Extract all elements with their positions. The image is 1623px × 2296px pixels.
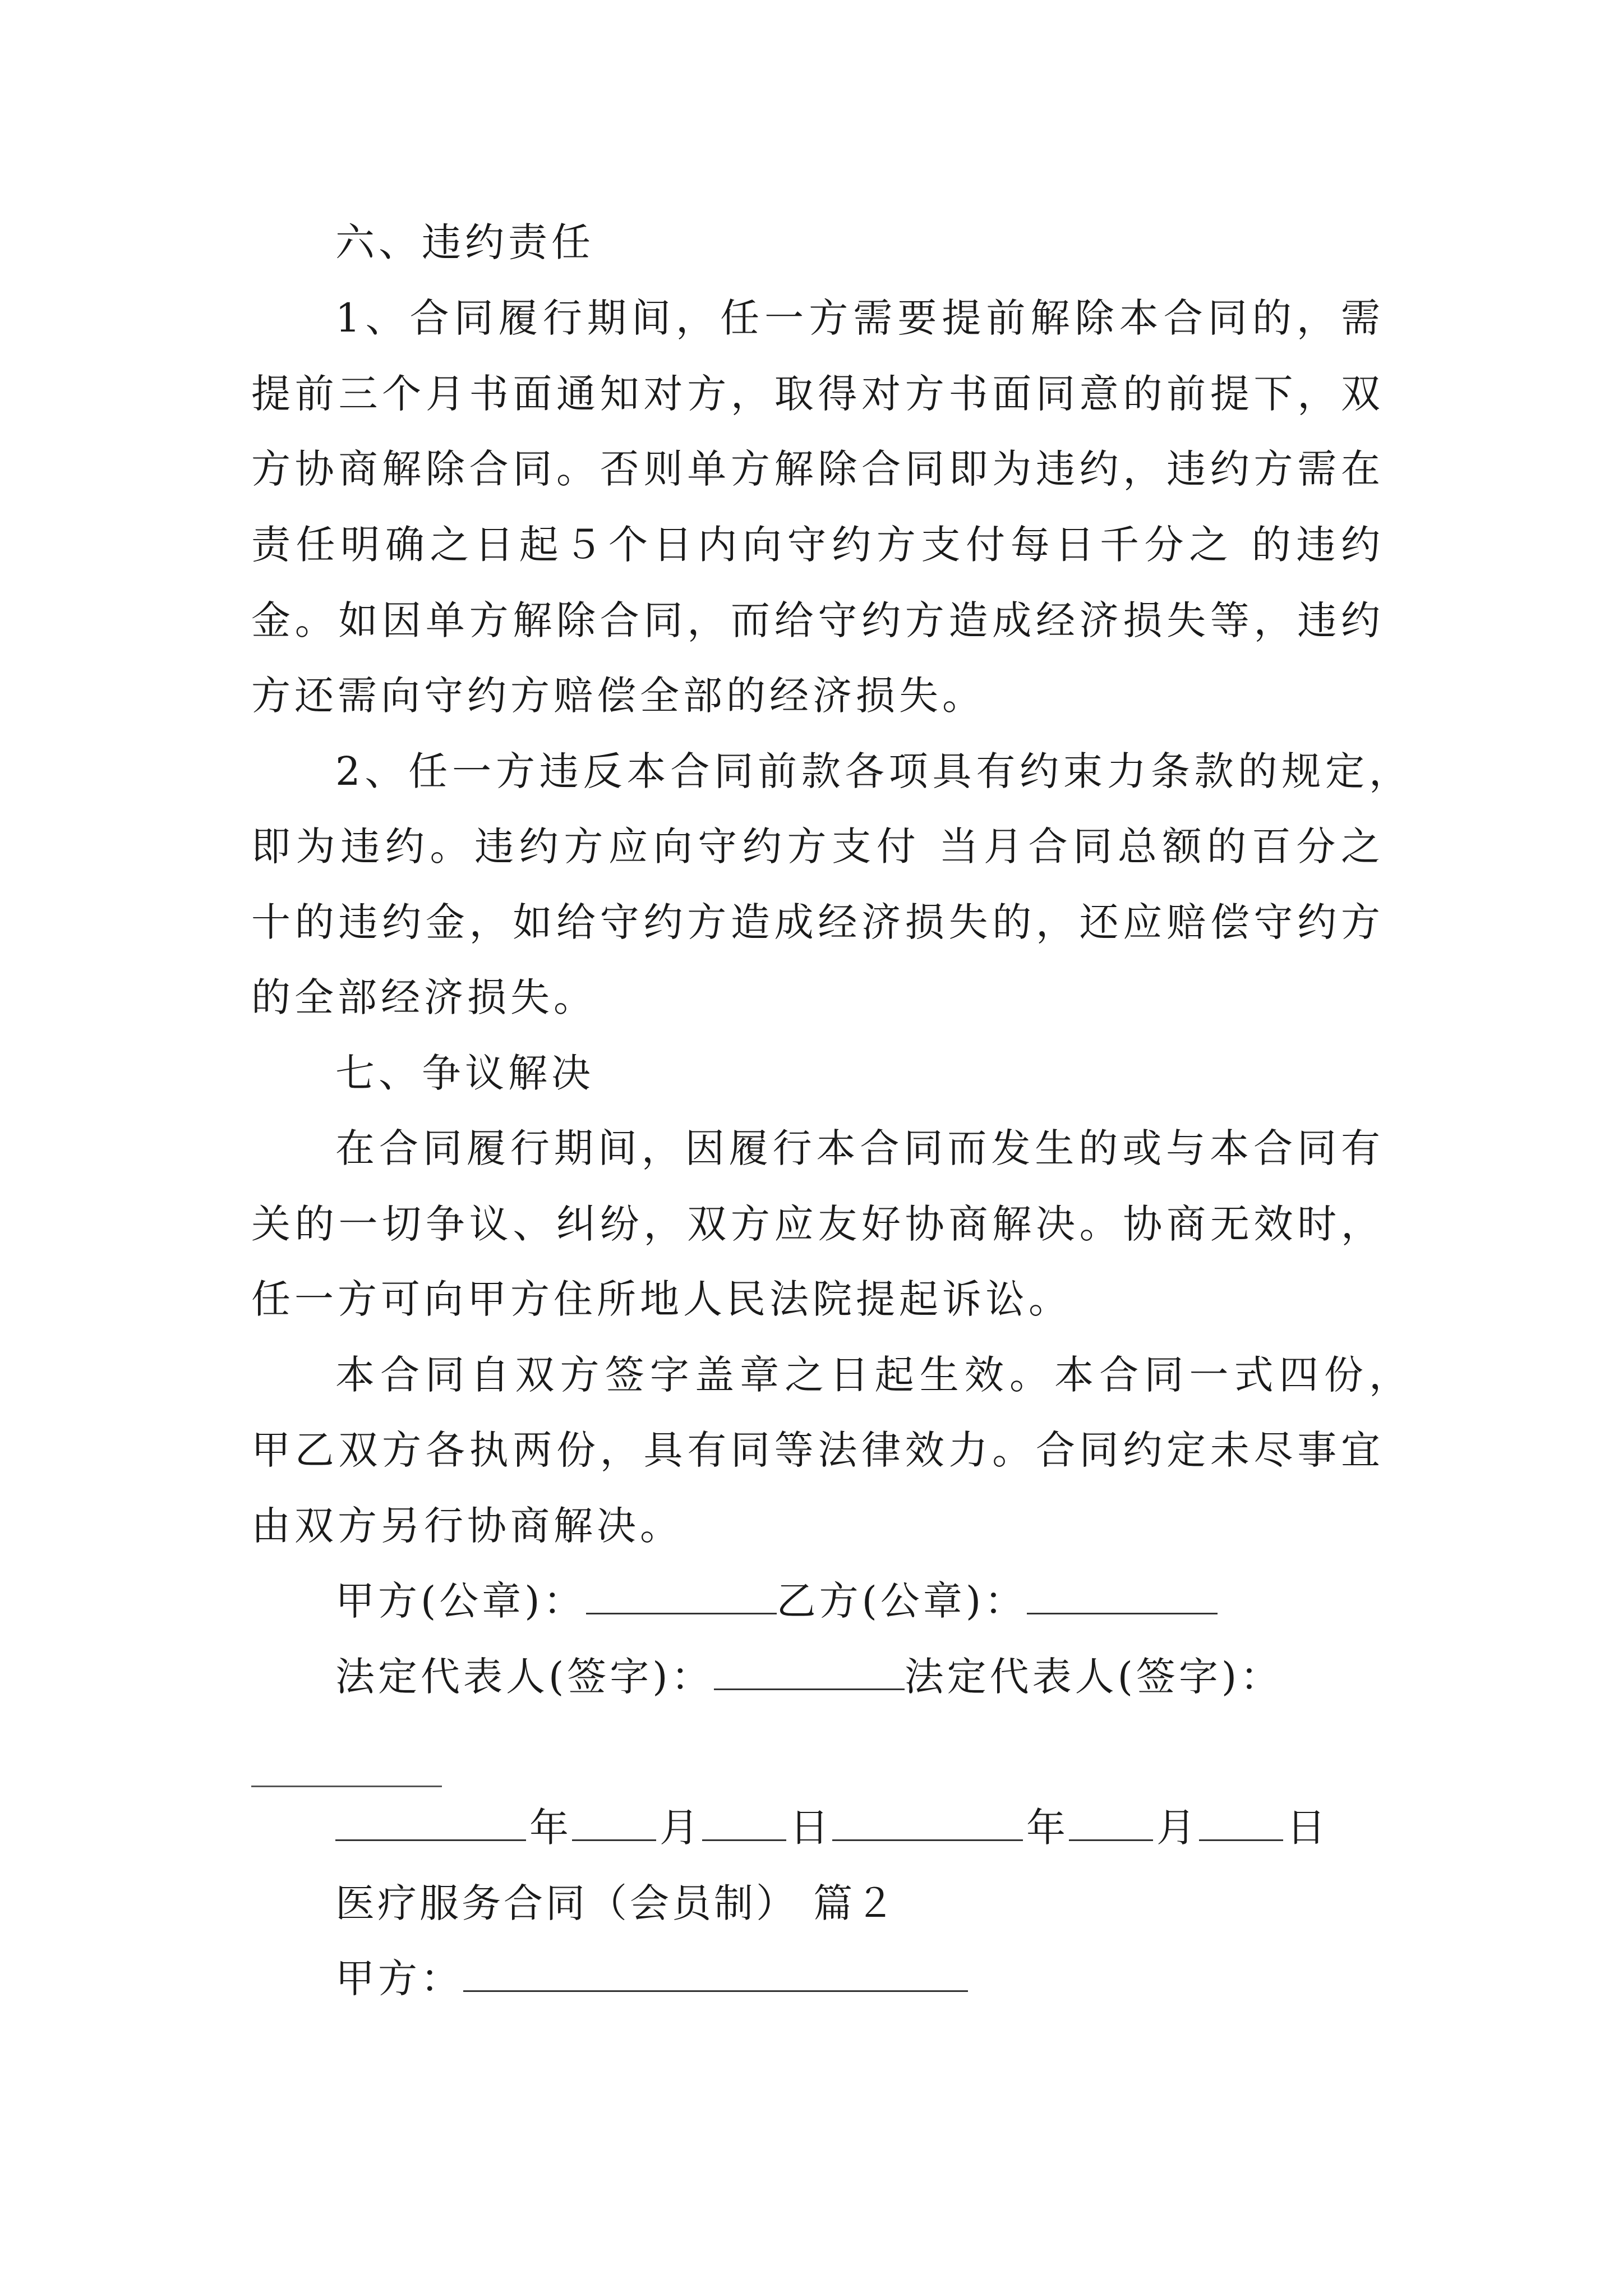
clause1-line-3: 方协商解除合同。否则单方解除合同即为违约，违约方需在 (251, 446, 1384, 492)
clause2-line-3: 十的违约金，如给守约方造成经济损失的，还应赔偿守约方 (251, 899, 1384, 945)
effective-line-1: 本合同自双方签字盖章之日起生效。本合同一式四份， (335, 1352, 1412, 1398)
party-a-seal-label: 甲方(公章)： (335, 1578, 586, 1624)
effective-line-3: 由双方另行协商解决。 (251, 1503, 683, 1549)
clause2-line-2: 即为违约。违约方应向守约方支付 当月合同总额的百分之 (251, 823, 1384, 869)
date-a-day-blank[interactable] (702, 1803, 786, 1841)
legal-rep-row (335, 1649, 1283, 1705)
date-b-month-blank[interactable] (1069, 1803, 1153, 1841)
party-b-seal-label: 乙方(公章)： (776, 1578, 1027, 1624)
party-b-seal-blank[interactable] (1027, 1577, 1218, 1614)
clause1-line-6: 方还需向守约方赔偿全部的经济损失。 (251, 673, 985, 719)
legal-rep-a-blank[interactable] (714, 1653, 905, 1690)
date-a-day-label: 日 (790, 1805, 829, 1851)
date-b-day-blank[interactable] (1199, 1803, 1283, 1841)
next-party-a-label: 甲方： (335, 1955, 463, 2001)
date-a-year-label: 年 (529, 1805, 569, 1851)
next-contract-title: 医疗服务合同（会员制） 篇２ (335, 1880, 898, 1926)
legal-rep-a-label: 法定代表人(签字)： (335, 1654, 714, 1700)
date-a-month-blank[interactable] (572, 1803, 656, 1841)
next-party-a-blank[interactable] (463, 1954, 968, 1992)
next-party-a-row (335, 1950, 968, 2007)
date-b-month-label: 月 (1156, 1805, 1196, 1851)
clause1-line-2: 提前三个月书面通知对方，取得对方书面同意的前提下，双 (251, 371, 1384, 417)
date-b-year-blank[interactable] (832, 1803, 1023, 1841)
clause2-line-1: 2、任一方违反本合同前款各项具有约束力条款的规定， (335, 748, 1412, 794)
dispute-line-3: 任一方可向甲方住所地人民法院提起诉讼。 (251, 1276, 1072, 1322)
section-heading-dispute: 七、争议解决 (335, 1050, 594, 1096)
clause1-line-5: 金。如因单方解除合同，而给守约方造成经济损失等，违约 (251, 597, 1384, 643)
effective-line-2: 甲乙双方各执两份，具有同等法律效力。合同约定未尽事宜 (251, 1427, 1384, 1473)
clause2-line-4: 的全部经济损失。 (251, 974, 597, 1020)
dispute-line-2: 关的一切争议、纠纷，双方应友好协商解决。协商无效时， (251, 1201, 1384, 1247)
date-a-year-blank[interactable] (335, 1803, 526, 1841)
date-row (335, 1800, 1329, 1856)
section-heading-breach: 六、违约责任 (335, 219, 594, 265)
legal-rep-b-blank[interactable] (251, 1786, 442, 1787)
party-a-seal-blank[interactable] (586, 1577, 777, 1614)
date-b-year-label: 年 (1026, 1805, 1066, 1851)
dispute-line-1: 在合同履行期间，因履行本合同而发生的或与本合同有 (335, 1125, 1384, 1171)
legal-rep-b-label: 法定代表人(签字)： (904, 1654, 1283, 1700)
clause1-line-1: 1、合同履行期间，任一方需要提前解除本合同的，需 (335, 295, 1384, 341)
date-a-month-label: 月 (660, 1805, 699, 1851)
seal-row (335, 1573, 1218, 1629)
date-b-day-label: 日 (1287, 1805, 1326, 1851)
clause1-line-4: 责任明确之日起５个日内向守约方支付每日千分之 的违约 (251, 522, 1384, 568)
